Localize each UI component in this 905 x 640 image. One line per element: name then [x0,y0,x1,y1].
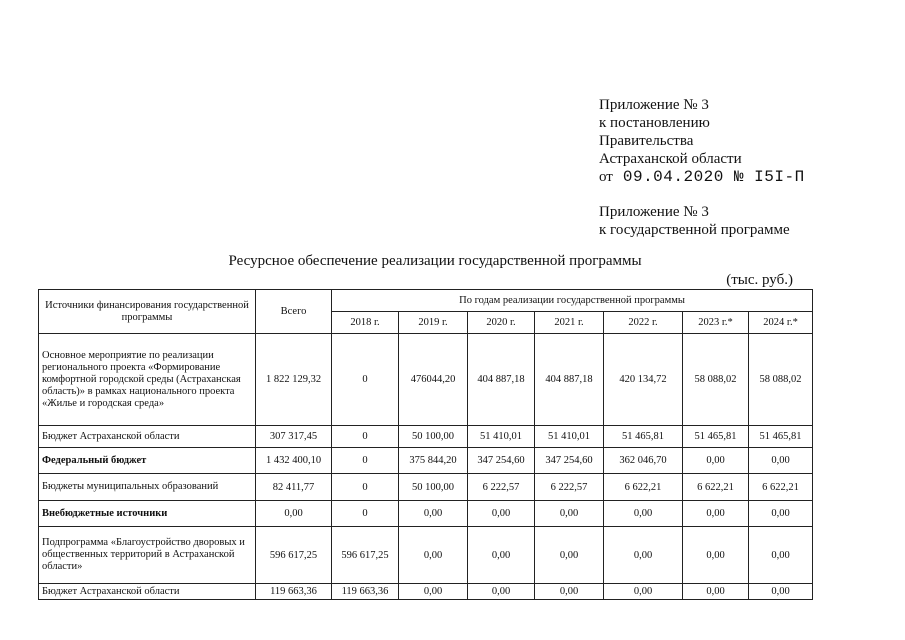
appendix-decree-block [599,96,805,186]
table-row [39,426,813,448]
row-year-value: 0,00 [535,527,604,584]
table-row [39,527,813,584]
row-year-value: 347 254,60 [535,448,604,474]
row-year-value: 58 088,02 [749,334,813,426]
unit-label: (тыс. руб.) [726,272,793,288]
row-total: 1 822 129,32 [256,334,332,426]
row-year-value: 6 622,21 [604,474,683,501]
table-row [39,334,813,426]
row-year-value: 476044,20 [399,334,468,426]
row-source: Основное мероприятие по реализации регионального проекта «Формирование комфортной городской среды (Астраханская область)» в рамках национального проекта «Жилье и городская среда» [39,334,256,426]
row-year-value: 6 622,21 [683,474,749,501]
row-year-value: 0 [332,501,399,527]
row-total: 596 617,25 [256,527,332,584]
row-total: 307 317,45 [256,426,332,448]
row-year-value: 58 088,02 [683,334,749,426]
decree-date-line [599,168,805,186]
header-year: 2020 г. [468,312,535,334]
row-year-value: 6 622,21 [749,474,813,501]
header-year: 2024 г.* [749,312,813,334]
row-year-value: 51 465,81 [604,426,683,448]
appendix-decree-line-4: Астраханской области [599,151,742,167]
appendix-program-line-2: к государственной программе [599,222,790,238]
row-year-value: 0,00 [604,527,683,584]
row-year-value: 0,00 [468,527,535,584]
row-source: Бюджеты муниципальных образований [39,474,256,501]
row-year-value: 0,00 [749,584,813,600]
row-year-value: 51 410,01 [468,426,535,448]
row-year-value: 375 844,20 [399,448,468,474]
row-year-value: 6 222,57 [535,474,604,501]
row-year-value: 0,00 [683,448,749,474]
row-year-value: 0,00 [749,501,813,527]
row-year-value: 0,00 [749,448,813,474]
appendix-decree-line-2: к постановлению [599,115,710,131]
resource-table [38,289,813,600]
header-year: 2022 г. [604,312,683,334]
header-year: 2018 г. [332,312,399,334]
row-year-value: 0,00 [535,584,604,600]
row-year-value: 51 465,81 [749,426,813,448]
row-year-value: 51 465,81 [683,426,749,448]
row-year-value: 6 222,57 [468,474,535,501]
document-title: Ресурсное обеспечение реализации государственной программы [228,253,642,269]
row-source: Внебюджетные источники [39,501,256,527]
row-year-value: 0 [332,334,399,426]
row-year-value: 50 100,00 [399,474,468,501]
row-total: 82 411,77 [256,474,332,501]
header-year: 2021 г. [535,312,604,334]
row-year-value: 0,00 [468,501,535,527]
appendix-decree-line-3: Правительства [599,133,694,149]
table-row [39,584,813,600]
row-year-value: 50 100,00 [399,426,468,448]
row-total: 119 663,36 [256,584,332,600]
row-year-value: 0 [332,426,399,448]
row-source: Федеральный бюджет [39,448,256,474]
table-row [39,474,813,501]
row-year-value: 362 046,70 [604,448,683,474]
row-year-value: 0,00 [399,584,468,600]
row-year-value: 0,00 [399,527,468,584]
row-year-value: 0,00 [468,584,535,600]
row-year-value: 404 887,18 [468,334,535,426]
row-year-value: 0,00 [683,501,749,527]
row-year-value: 119 663,36 [332,584,399,600]
header-year: 2023 г.* [683,312,749,334]
row-total: 1 432 400,10 [256,448,332,474]
row-year-value: 347 254,60 [468,448,535,474]
row-year-value: 420 134,72 [604,334,683,426]
row-year-value: 0,00 [683,584,749,600]
row-year-value: 0,00 [535,501,604,527]
row-year-value: 51 410,01 [535,426,604,448]
row-year-value: 596 617,25 [332,527,399,584]
row-source: Бюджет Астраханской области [39,426,256,448]
appendix-program-block [599,203,790,239]
decree-number: 09.04.2020 № I5I-П [622,168,805,186]
row-year-value: 0,00 [604,501,683,527]
row-year-value: 404 887,18 [535,334,604,426]
table-row [39,501,813,527]
appendix-decree-line-1: Приложение № 3 [599,97,709,113]
row-year-value: 0,00 [399,501,468,527]
row-source: Бюджет Астраханской области [39,584,256,600]
row-year-value: 0 [332,448,399,474]
header-years-group: По годам реализации государственной программы [332,290,813,312]
table-row [39,448,813,474]
row-year-value: 0,00 [604,584,683,600]
row-total: 0,00 [256,501,332,527]
table-body [39,334,813,600]
row-year-value: 0,00 [683,527,749,584]
decree-from-label: от [599,169,613,185]
header-total: Всего [256,290,332,334]
header-source: Источники финансирования государственной программы [39,290,256,334]
appendix-program-line-1: Приложение № 3 [599,204,709,220]
row-year-value: 0,00 [749,527,813,584]
header-year: 2019 г. [399,312,468,334]
row-source: Подпрограмма «Благоустройство дворовых и общественных территорий в Астраханской области» [39,527,256,584]
row-year-value: 0 [332,474,399,501]
